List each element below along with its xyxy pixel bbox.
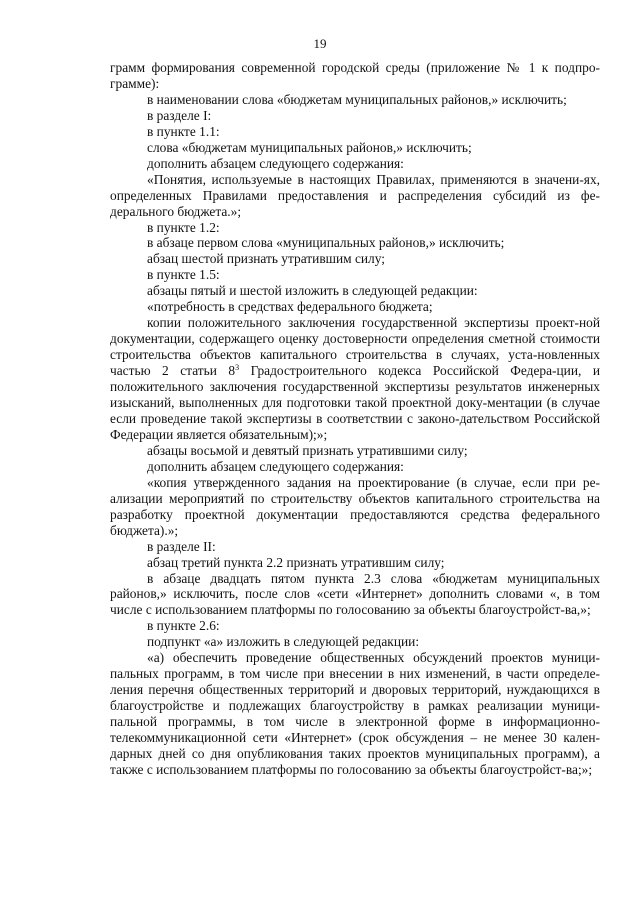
paragraph: абзац третий пункта 2.2 признать утратившим силу; xyxy=(147,554,445,570)
paragraph: подпункт «а» изложить в следующей редакции: xyxy=(147,634,420,650)
paragraph: «копия утвержденного задания на проектирование (в случае, если при ре-ализации мероприятий по строительству объектов капитального строительства на разработку проектной документации предоставляются средства федерального бюджета).»; xyxy=(110,474,600,538)
document-body xyxy=(110,60,600,778)
paragraph: грамм формирования современной городской среды (приложение № 1 к подпро-граммe): xyxy=(110,60,600,91)
paragraph: копии положительного заключения государственной экспертизы проект-ной документации, содержащего оценку достоверности определения сметной стоимости строительства объектов капитального строительства в случаях, уста-новленных частью 2 статьи $8^3$ Градостроительного кодекса Российской Федера-ции, и положительного заключения государственной экспертизы результатов инженерных изысканий, выполненных для подготовки такой проектной доку-ментации (в случае если проведение такой экспертизы в соответствии с законо-дательством Российской Федерации является обязательным);»; xyxy=(110,315,600,442)
paragraph: дополнить абзацем следующего содержания: xyxy=(147,458,404,474)
paragraph: в наименовании слова «бюджетам муниципальных районов,» исключить; xyxy=(147,91,567,107)
paragraph: в пункте 1.5: xyxy=(147,267,220,283)
paragraph: дополнить абзацем следующего содержания: xyxy=(147,155,404,171)
paragraph: в абзаце двадцать пятом пункта 2.3 слова «бюджетам муниципальных районов,» исключить, после слов «сети «Интернет» дополнить словами «, в том числе с использованием платформы по голосованию за объекты благоустройст-ва,»; xyxy=(110,570,600,618)
paragraph: слова «бюджетам муниципальных районов,» исключить; xyxy=(147,139,472,155)
paragraph: в пункте 2.6: xyxy=(147,618,220,634)
paragraph: абзацы восьмой и девятый признать утратившими силу; xyxy=(147,442,468,458)
superscript: 3 xyxy=(235,363,240,373)
paragraph: в пункте 1.1: xyxy=(147,123,220,139)
paragraph: «а) обеспечить проведение общественных обсуждений проектов муници-пальных программ, в том числе при внесении в них изменений, в части определе-ления перечня общественных территорий и дворовых территорий, нуждающихся в благоустройстве и подлежащих благоустройству в рамках реализации муници-пальной программы, в том числе в электронной форме в информационно-телекоммуникационной сети «Интернет» (срок обсуждения – не менее 30 кален-дарных дней со дня опубликования таких проектов муниципальных программ), а также с использованием платформы по голосованию за объекты благоустройст-ва;»; xyxy=(110,650,600,777)
paragraph: «Понятия, используемые в настоящих Правилах, применяются в значени-ях, определенных Правилами предоставления и распределения субсидий из фе-дерального бюджета.»; xyxy=(110,171,600,219)
paragraph: в разделе II: xyxy=(147,538,216,554)
paragraph: в абзаце первом слова «муниципальных районов,» исключить; xyxy=(147,235,505,251)
paragraph: в пункте 1.2: xyxy=(147,219,220,235)
paragraph: в разделе I: xyxy=(147,107,212,123)
paragraph: абзацы пятый и шестой изложить в следующей редакции: xyxy=(147,283,478,299)
page-number: 19 xyxy=(313,36,327,51)
paragraph: абзац шестой признать утратившим силу; xyxy=(147,251,385,267)
paragraph: «потребность в средствах федерального бюджета; xyxy=(147,299,433,315)
